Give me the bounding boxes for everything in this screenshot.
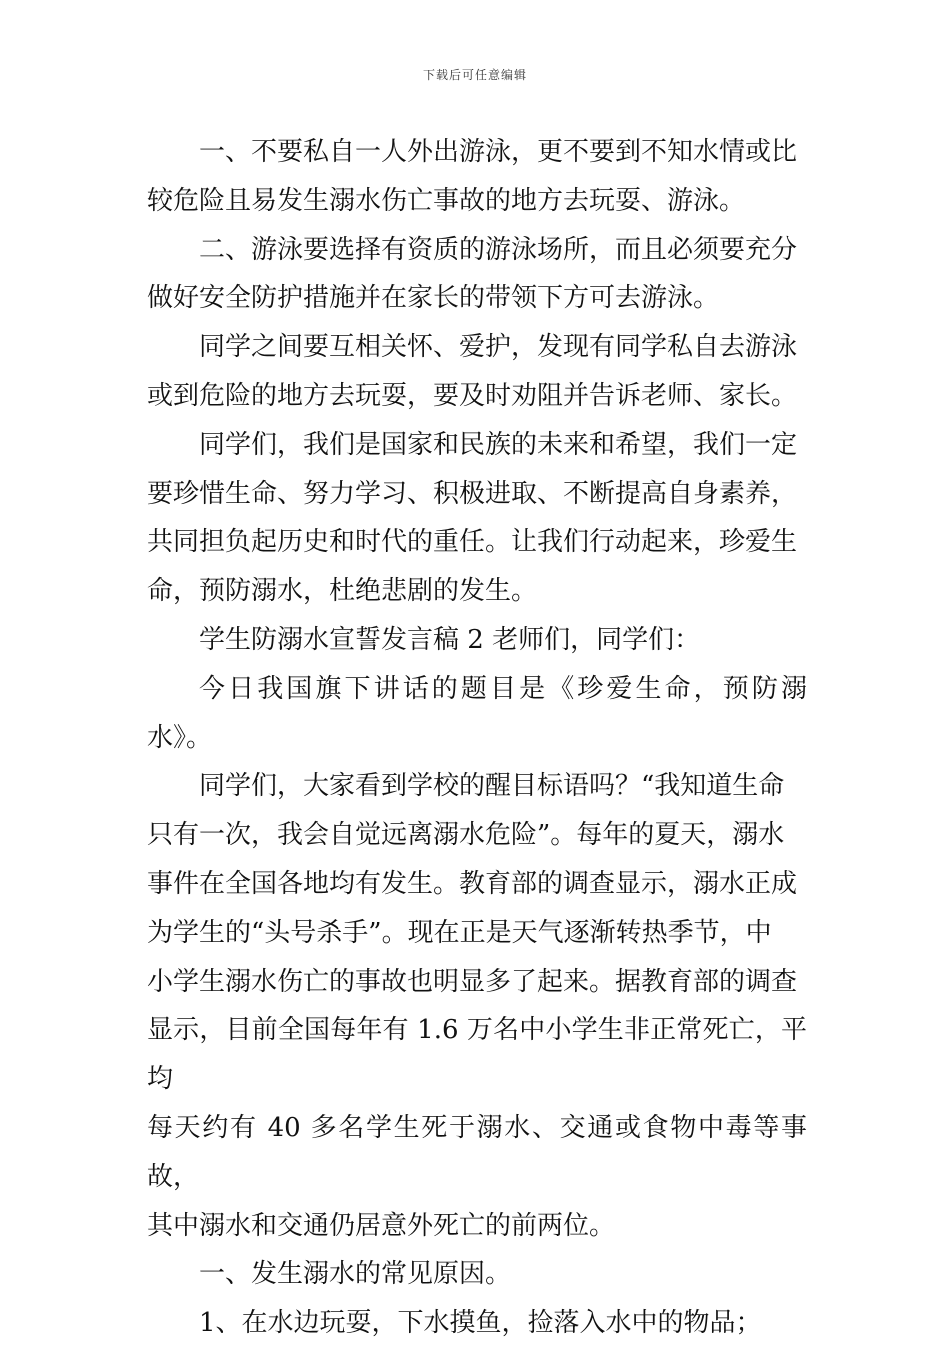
- paragraph-rule-1: [147, 128, 807, 226]
- text-line: 同学之间要互相关怀、爱护，发现有同学私自去游泳: [199, 332, 798, 363]
- text-line: 同学们，我们是国家和民族的未来和希望，我们一定: [199, 429, 798, 460]
- text-line: 其中溺水和交通仍居意外死亡的前两位。: [147, 1210, 616, 1241]
- text-line: 今日我国旗下讲话的题目是《珍爱生命，预防溺水》。: [147, 673, 807, 753]
- text-line: 1、在水边玩耍，下水摸鱼，捡落入水中的物品；: [199, 1308, 762, 1339]
- text-line: 事件在全国各地均有发生。教育部的调查显示，溺水正成: [147, 868, 798, 899]
- text-line: 小学生溺水伤亡的事故也明显多了起来。据教育部的调查: [147, 966, 798, 997]
- text-line: 每天约有 40 多名学生死于溺水、交通或食物中毒等事故，: [147, 1112, 807, 1192]
- text-line: 做好安全防护措施并在家长的带领下方可去游泳。: [147, 283, 720, 314]
- text-line: 显示，目前全国每年有 1.6 万名中小学生非正常死亡，平均: [147, 1015, 807, 1095]
- text-line: 为学生的“头号杀手”。现在正是天气逐渐转热季节，中: [147, 917, 772, 948]
- document-body: [147, 128, 807, 1348]
- paragraph-section-heading: [147, 1250, 807, 1299]
- paragraph-rule-3: [147, 323, 807, 421]
- text-line: 命，预防溺水，杜绝悲剧的发生。: [147, 576, 538, 607]
- paragraph-speech-2-title: [147, 616, 807, 665]
- text-line: 只有一次，我会自觉远离溺水危险”。每年的夏天，溺水: [147, 820, 785, 851]
- text-line: 一、发生溺水的常见原因。: [199, 1259, 512, 1290]
- text-line: 共同担负起历史和时代的重任。让我们行动起来，珍爱生: [147, 527, 798, 558]
- paragraph-rule-2: [147, 226, 807, 324]
- text-line: 较危险且易发生溺水伤亡事故的地方去玩耍、游泳。: [147, 185, 746, 216]
- paragraph-cause-1: [147, 1299, 807, 1348]
- text-line: 或到危险的地方去玩耍，要及时劝阻并告诉老师、家长。: [147, 380, 798, 411]
- text-line: 要珍惜生命、努力学习、积极进取、不断提高自身素养，: [147, 478, 798, 509]
- text-line: 二、游泳要选择有资质的游泳场所，而且必须要充分: [199, 234, 798, 265]
- text-line: 同学们，大家看到学校的醒目标语吗？“我知道生命: [199, 771, 785, 802]
- text-line: 学生防溺水宣誓发言稿 2 老师们，同学们：: [199, 624, 701, 655]
- paragraph-closing: [147, 421, 807, 616]
- paragraph-speech-topic: [147, 665, 807, 763]
- paragraph-statistics: [147, 762, 807, 1250]
- text-line: 一、不要私自一人外出游泳，更不要到不知水情或比: [199, 137, 798, 167]
- page-header-note: 下载后可任意编辑: [422, 68, 527, 82]
